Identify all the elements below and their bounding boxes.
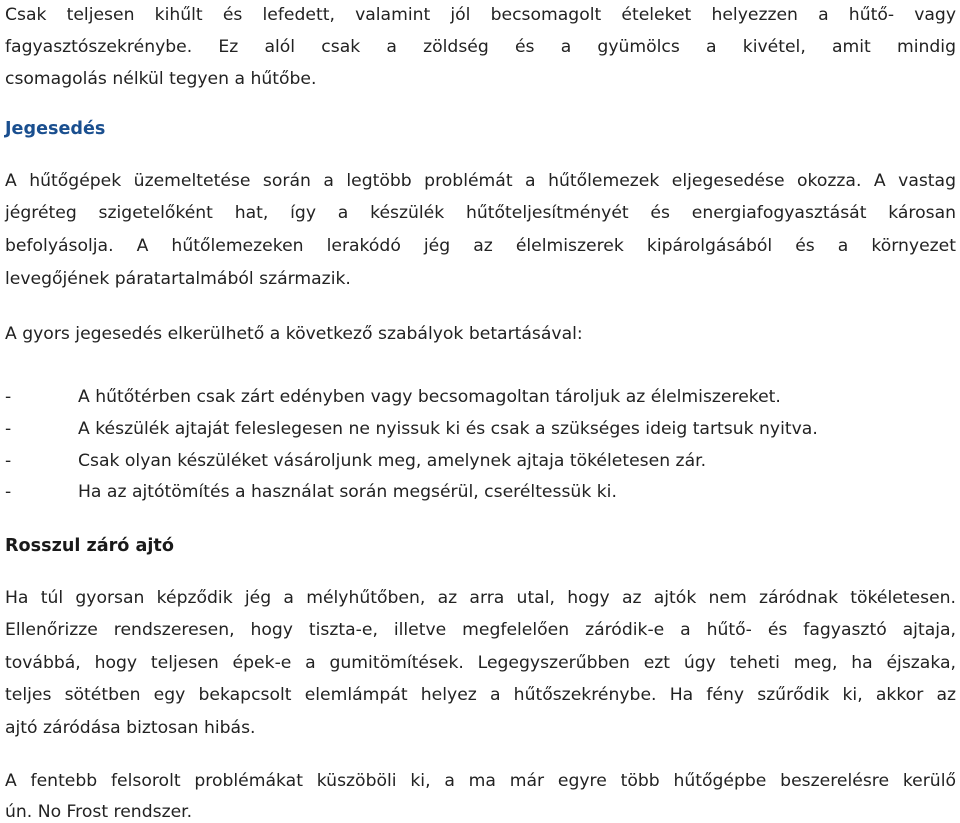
intro-line: Csak teljesen kihűlt és lefedett, valamint jól becsomagolt ételeket helyezzen a hűtő- vagy [5, 5, 956, 25]
paragraph-line: teljes sötétben egy bekapcsolt elemlámpát helyez a hűtőszekrénybe. Ha fény szűrődik ki, akkor az [5, 685, 956, 705]
intro-line: fagyasztószekrénybe. Ez alól csak a zöldség és a gyümölcs a kivétel, amit mindig [5, 37, 956, 57]
section-heading-door: Rosszul záró ajtó [5, 536, 174, 556]
list-item-text: A hűtőtérben csak zárt edényben vagy becsomagoltan tároljuk az élelmiszereket. [78, 387, 781, 407]
list-item-text: A készülék ajtaját feleslegesen ne nyissuk ki és csak a szükséges ideig tartsuk nyitva. [78, 419, 818, 439]
paragraph-line: jégréteg szigetelőként hat, így a készülék hűtőteljesítményét és energiafogyasztását károsan [5, 203, 956, 223]
paragraph-line: továbbá, hogy teljesen épek-e a gumitömítések. Legegyszerűbben ezt úgy teheti meg, ha éjszaka, [5, 653, 956, 673]
list-item-text: Ha az ajtótömítés a használat során megsérül, cseréltessük ki. [78, 482, 617, 502]
paragraph-line: ajtó záródása biztosan hibás. [5, 718, 256, 738]
intro-line: csomagolás nélkül tegyen a hűtőbe. [5, 69, 317, 89]
list-item [5, 418, 818, 440]
paragraph-line: Ha túl gyorsan képződik jég a mélyhűtőben, az arra utal, hogy az ajtók nem záródnak tökéletesen. [5, 588, 956, 608]
list-item-text: Csak olyan készüléket vásároljunk meg, amelynek ajtaja tökéletesen zár. [78, 451, 707, 471]
list-item [5, 481, 617, 503]
section-heading-icing: Jegesedés [5, 119, 106, 139]
paragraph-line: ún. No Frost rendszer. [5, 802, 193, 822]
bullet-marker: - [5, 482, 12, 502]
paragraph-line: A fentebb felsorolt problémákat küszöböli ki, a ma már egyre több hűtőgépbe beszerelésre kerülő [5, 771, 956, 791]
bullet-marker: - [5, 387, 12, 407]
paragraph-line: A hűtőgépek üzemeltetése során a legtöbb problémát a hűtőlemezek eljegesedése okozza. A vastag [5, 171, 956, 191]
paragraph-line: levegőjének páratartalmából származik. [5, 269, 351, 289]
paragraph-line: Ellenőrizze rendszeresen, hogy tiszta-e, illetve megfelelően záródik-e a hűtő- és fagyasztó ajtaja, [5, 620, 956, 640]
list-item [5, 450, 706, 472]
list-item [5, 386, 781, 408]
rules-intro: A gyors jegesedés elkerülhető a következő szabályok betartásával: [5, 324, 583, 344]
paragraph-line: befolyásolja. A hűtőlemezeken lerakódó jég az élelmiszerek kipárolgásából és a környezet [5, 236, 956, 256]
bullet-marker: - [5, 451, 12, 471]
bullet-marker: - [5, 419, 12, 439]
